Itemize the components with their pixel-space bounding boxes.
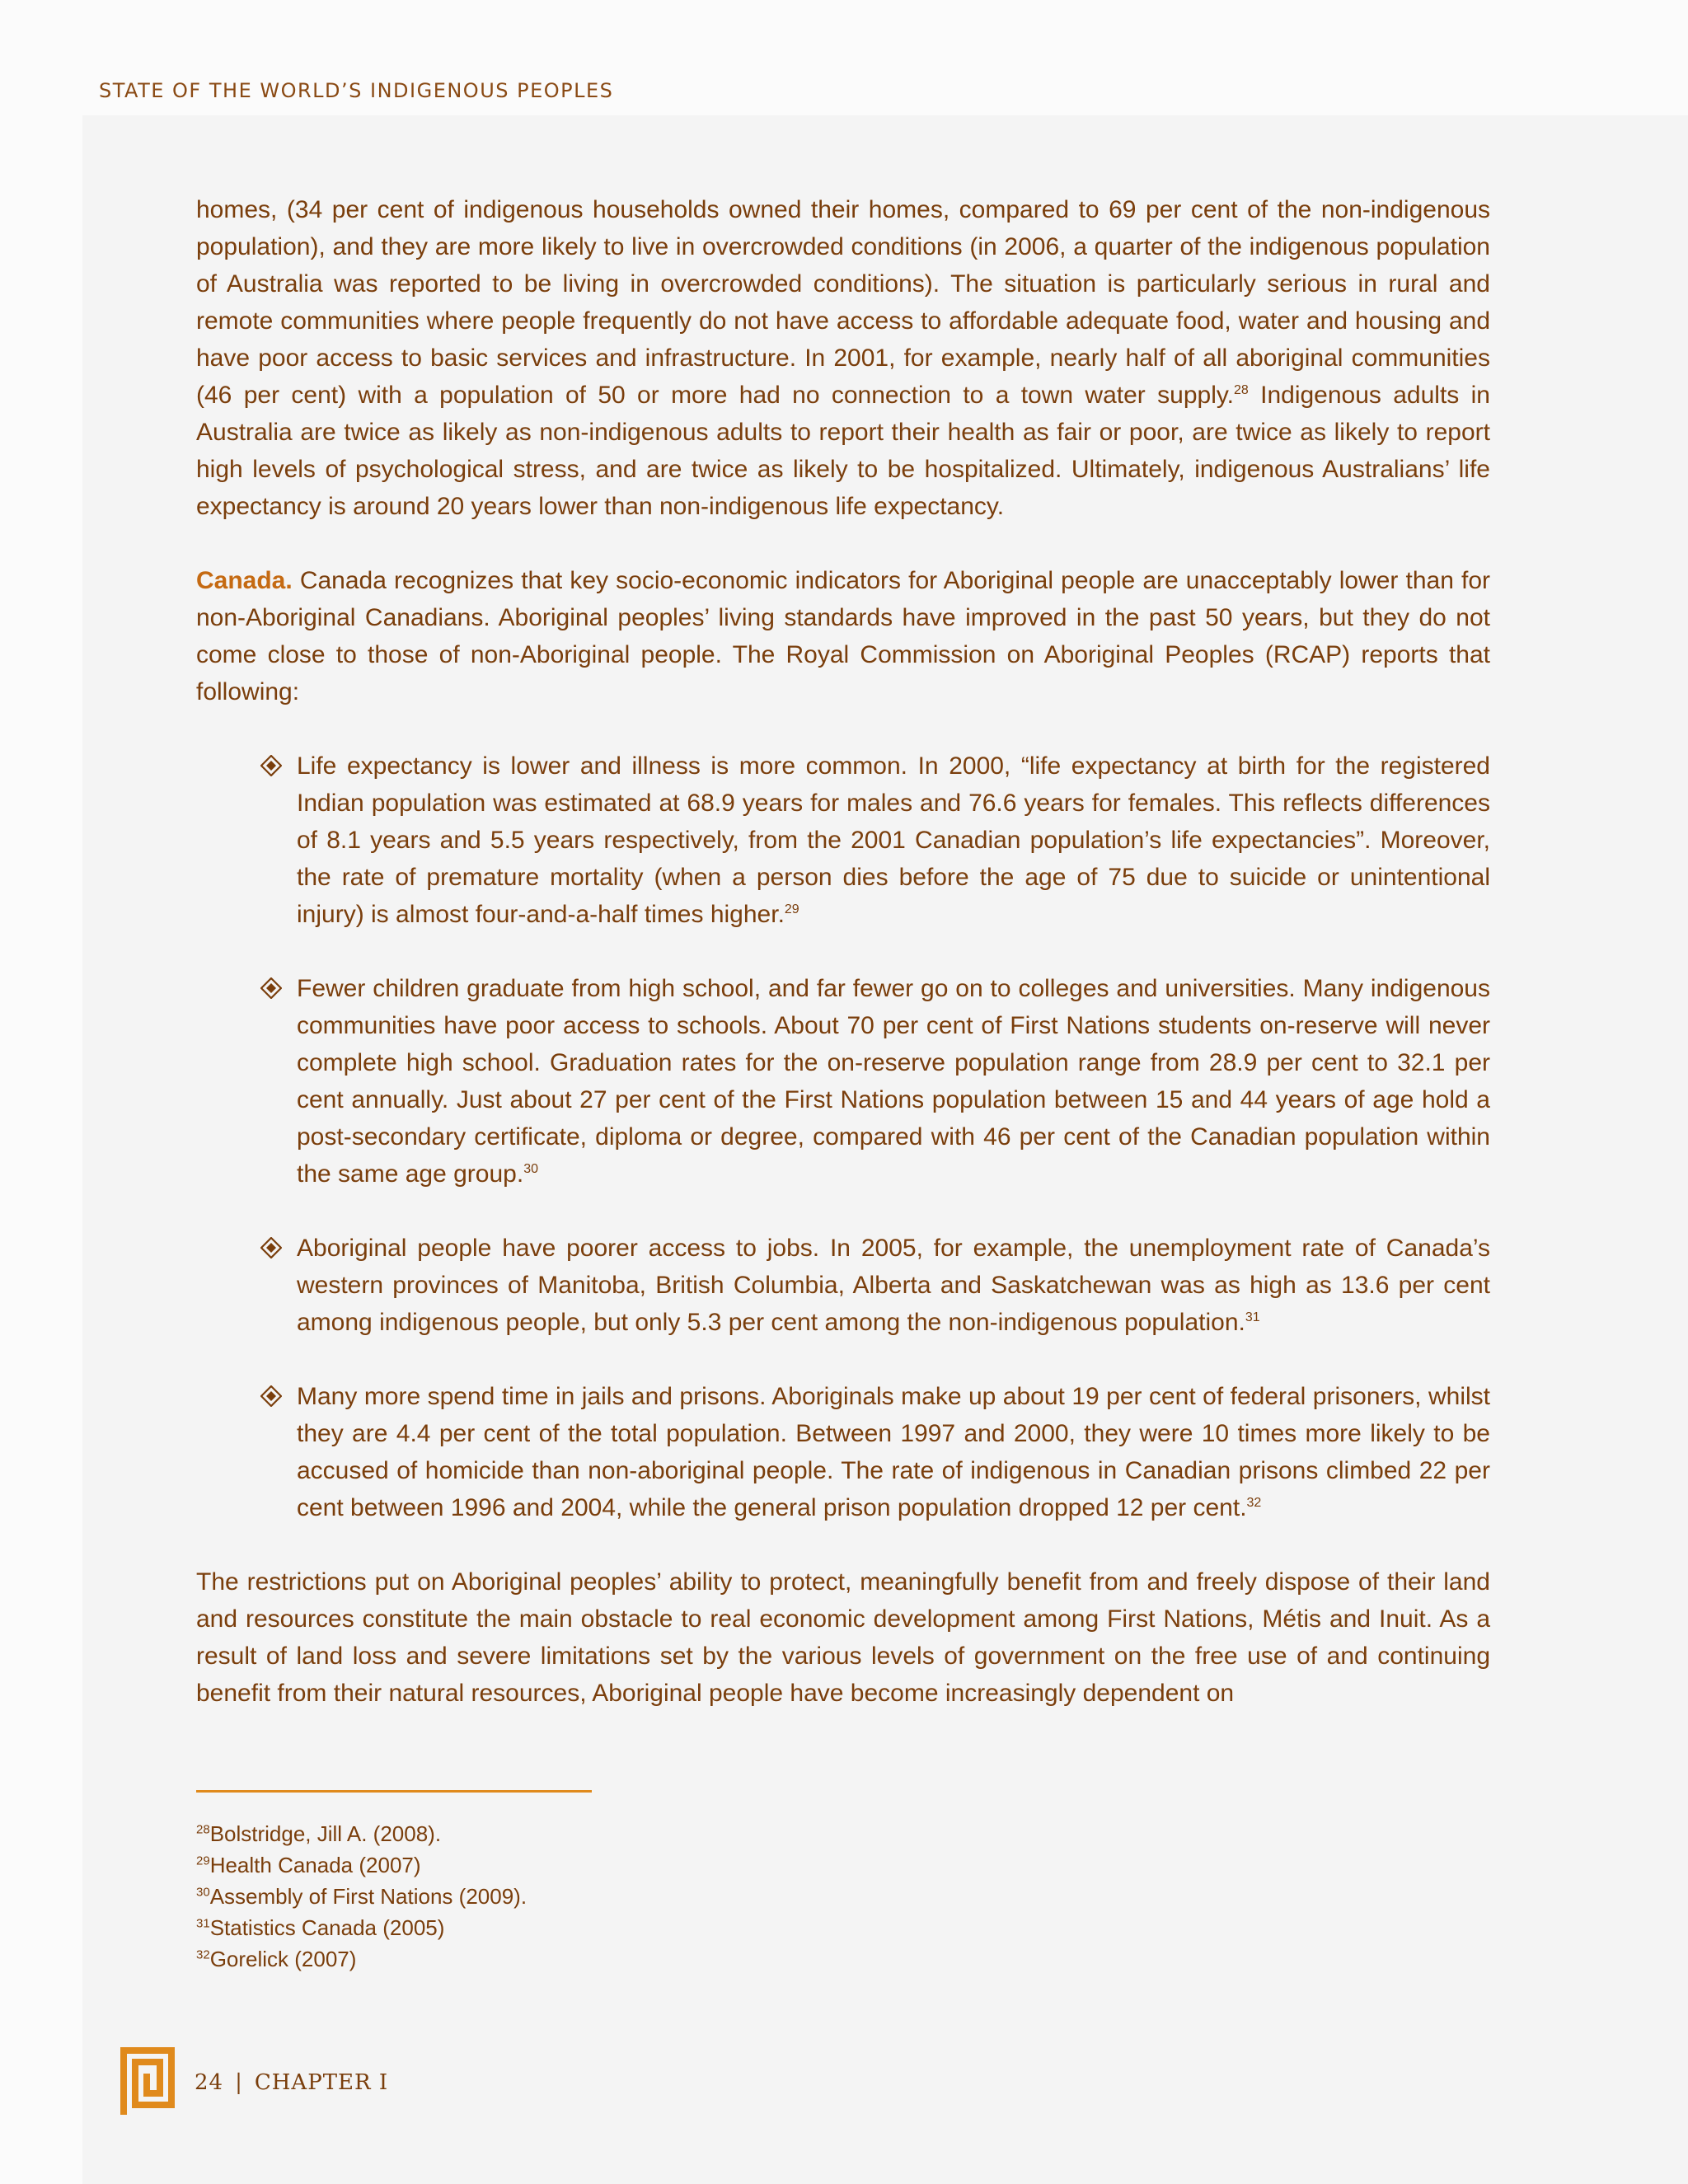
diamond-bullet-icon (260, 755, 282, 776)
paragraph-australia-text: homes, (34 per cent of indigenous households owned their homes, compared to 69 per cent of the non-indigenous population), and they are more likely to live in overcrowded conditions (in 2006, a quarter of the indigenous population of Australia was reported to be living in overcrowded conditions). The situation is particularly serious in rural and remote communities where people frequently do not have access to affordable adequate food, water and housing and have poor access to basic services and infrastructure. In 2001, for example, nearly half of all aboriginal communities (46 per cent) with a population of 50 or more had no connection to a town water supply. (196, 196, 1490, 409)
body-text (196, 191, 1490, 1712)
footnote-ref: 30 (523, 1162, 538, 1176)
footnote (196, 1818, 527, 1849)
footnote-text: Gorelick (2007) (209, 1947, 357, 1971)
footnote-number: 29 (196, 1854, 210, 1868)
list-item (196, 970, 1490, 1193)
diamond-bullet-icon (260, 1237, 282, 1258)
bullet-text: Fewer children graduate from high school, and far fewer go on to colleges and universities. Many indigenous communities have poor access to schools. About 70 per cent of First Nations students on-reserve will never complete high school. Graduation rates for the on-reserve population range from 28.9 per cent to 32.1 per cent annually. Just about 27 per cent of the First Nations population between 15 and 44 years of age hold a post-secondary certificate, diploma or degree, compared with 46 per cent of the Canadian population within the same age group. (297, 975, 1490, 1188)
bullet-text: Aboriginal people have poorer access to jobs. In 2005, for example, the unemployment rate of Canada’s western provinces of Manitoba, British Columbia, Alberta and Saskatchewan was as high as 13.6 per cent among indigenous people, but only 5.3 per cent among the non-indigenous population. (297, 1235, 1490, 1336)
bullet-text: Many more spend time in jails and prisons. Aboriginals make up about 19 per cent of federal prisoners, whilst they are 4.4 per cent of the total population. Between 1997 and 2000, they were 10 times more likely to be accused of homicide than non-aboriginal people. The rate of indigenous in Canadian prisons climbed 22 per cent between 1996 and 2004, while the general prison population dropped 12 per cent. (297, 1383, 1490, 1521)
footnote-number: 31 (196, 1916, 210, 1931)
list-item (196, 1378, 1490, 1526)
footer-separator: | (235, 2070, 243, 2095)
footnote-text: Bolstridge, Jill A. (2008). (209, 1821, 442, 1846)
paragraph-australia-tail: Indigenous adults in Australia are twice as likely as non-indigenous adults to report their health as fair or poor, are twice as likely to report high levels of psychological stress, and are twice as likely to be hospitalized. Ultimately, indigenous Australians’ life expectancy is around 20 years lower than non-indigenous life expectancy. (196, 382, 1490, 520)
list-item (196, 748, 1490, 933)
footnote-ref: 32 (1246, 1496, 1262, 1510)
canada-paragraph-text: Canada recognizes that key socio-economic indicators for Aboriginal people are unacceptably lower than for non-Aboriginal Canadians. Aboriginal peoples’ living standards have improved in the past 50 years, but they do not come close to those of non-Aboriginal people. The Royal Commission on Aboriginal Peoples (RCAP) reports that following: (196, 567, 1490, 705)
footnote-ref: 28 (1233, 383, 1249, 397)
spiral-logo-icon (120, 2047, 175, 2118)
page-footer (195, 2070, 388, 2095)
page-number: 24 (195, 2070, 224, 2095)
footnote-number: 32 (196, 1947, 210, 1962)
footnote-ref: 29 (784, 902, 799, 916)
paragraph-australia (196, 191, 1490, 525)
footnote-number: 28 (196, 1822, 210, 1837)
paragraph-canada (196, 562, 1490, 710)
bullet-text: Life expectancy is lower and illness is more common. In 2000, “life expectancy at birth for the registered Indian population was estimated at 68.9 years for males and 76.6 years for females. This reflects differences of 8.1 years and 5.5 years respectively, from the 2001 Canadian population’s life expectancies”. Moreover, the rate of premature mortality (when a person dies before the age of 75 due to suicide or unintentional injury) is almost four-and-a-half times higher. (297, 752, 1490, 928)
footnote-text: Health Canada (2007) (209, 1853, 421, 1877)
footnote-text: Assembly of First Nations (2009). (209, 1884, 528, 1909)
list-item (196, 1230, 1490, 1341)
footnote (196, 1912, 527, 1943)
canada-lead-heading: Canada. (196, 567, 293, 594)
footnote-text: Statistics Canada (2005) (209, 1915, 445, 1940)
footnote (196, 1849, 527, 1881)
footnote-divider (196, 1790, 592, 1793)
chapter-label: CHAPTER I (254, 2070, 389, 2095)
running-head: STATE OF THE WORLD’S INDIGENOUS PEOPLES (99, 79, 614, 102)
footnote-number: 30 (196, 1885, 210, 1900)
paragraph-closing: The restrictions put on Aboriginal peoples’ ability to protect, meaningfully benefit from and freely dispose of their land and resources constitute the main obstacle to real economic development among First Nations, Métis and Inuit. As a result of land loss and severe limitations set by the various levels of government on the free use of and continuing benefit from their natural resources, Aboriginal people have become increasingly dependent on (196, 1568, 1490, 1707)
bullet-list (196, 748, 1490, 1526)
footnote (196, 1881, 527, 1912)
diamond-bullet-icon (260, 977, 282, 999)
footnote (196, 1943, 527, 1975)
footnotes (196, 1818, 527, 1975)
footnote-ref: 31 (1245, 1310, 1260, 1324)
diamond-bullet-icon (260, 1385, 282, 1407)
